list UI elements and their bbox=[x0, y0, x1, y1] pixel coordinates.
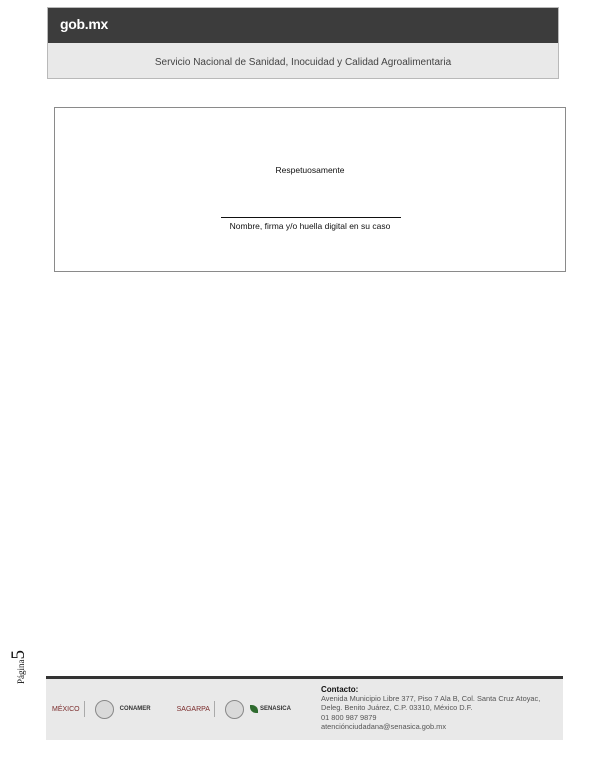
signature-box bbox=[54, 107, 566, 272]
contact-address-line2: Deleg. Benito Juárez, C.P. 03310, México D.F. bbox=[321, 703, 473, 713]
sagarpa-logo: SAGARPA bbox=[176, 705, 210, 713]
closing-text: Respetuosamente bbox=[275, 165, 345, 175]
agency-name: Servicio Nacional de Sanidad, Inocuidad y Calidad Agroalimentaria bbox=[154, 57, 452, 68]
national-seal-icon bbox=[225, 700, 244, 719]
mexico-logo: MÉXICO bbox=[52, 705, 80, 713]
contact-address-line1: Avenida Municipio Libre 377, Piso 7 Ala B, Col. Santa Cruz Atoyac, bbox=[321, 694, 541, 704]
contact-email: atenciónciudadana@senasica.gob.mx bbox=[321, 721, 447, 731]
page-footer bbox=[46, 676, 563, 740]
logo-divider bbox=[84, 701, 85, 717]
page-number-value: 5 bbox=[8, 650, 29, 660]
conamer-logo: CONAMER bbox=[119, 706, 151, 712]
page-label: Página bbox=[16, 659, 26, 684]
footer-logos bbox=[52, 698, 291, 720]
footer-rule bbox=[46, 676, 563, 679]
contact-block bbox=[321, 685, 561, 731]
page-header bbox=[47, 7, 559, 79]
header-bar bbox=[48, 8, 558, 43]
logo-divider bbox=[214, 701, 215, 717]
leaf-icon bbox=[250, 705, 258, 713]
signature-line bbox=[221, 217, 401, 218]
senasica-logo bbox=[250, 705, 291, 713]
gobmx-logo: gob.mx bbox=[60, 16, 108, 32]
contact-title: Contacto: bbox=[321, 685, 359, 694]
national-seal-icon bbox=[95, 700, 114, 719]
signature-caption: Nombre, firma y/o huella digital en su caso bbox=[229, 221, 391, 231]
senasica-logo-text: SENASICA bbox=[259, 706, 291, 712]
contact-phone: 01 800 987 9879 bbox=[321, 712, 377, 722]
